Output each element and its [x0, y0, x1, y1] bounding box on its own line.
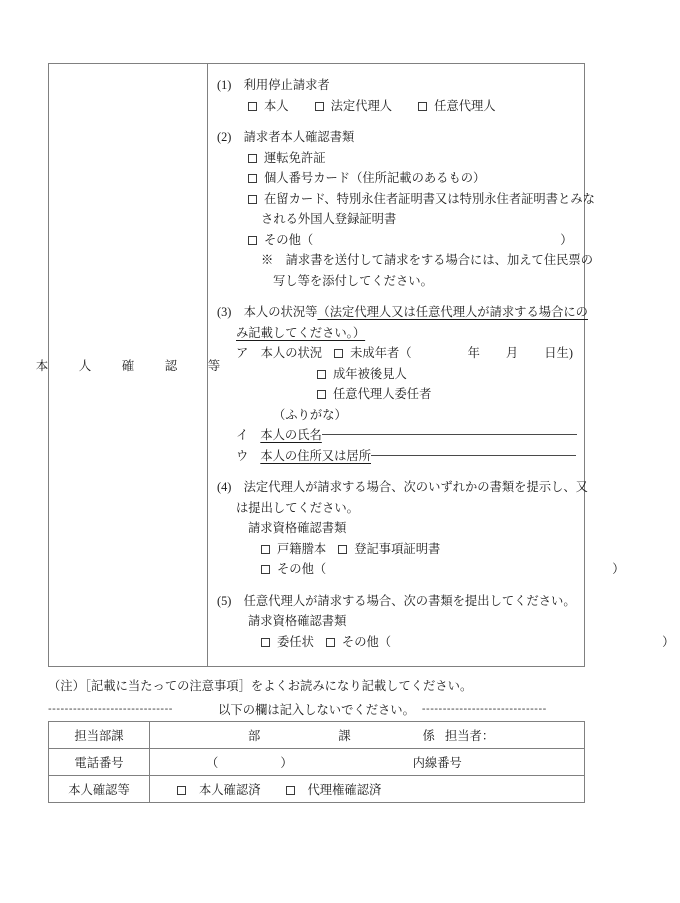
status-adult-ward-label: 成年被後見人: [333, 366, 407, 381]
status-voluntary-delegator-row: [217, 384, 674, 405]
checkbox-icon[interactable]: [326, 638, 335, 647]
checkbox-icon[interactable]: [286, 786, 295, 795]
office-row-phone-value[interactable]: [150, 749, 585, 776]
status-row-a-label: ア 本人の状況: [236, 346, 323, 360]
doc-residence-card-row: [217, 189, 674, 210]
checkbox-icon[interactable]: [338, 545, 347, 554]
group3-heading-underlined: （法定代理人又は任意代理人が請求する場合にの: [317, 305, 588, 319]
doc-residence-card-label-cont: される外国人登録証明書: [261, 212, 397, 226]
checkbox-icon[interactable]: [248, 236, 257, 245]
status-minor-label: 未成年者（: [350, 346, 412, 360]
principal-address-marker: ウ: [236, 448, 249, 463]
principal-address-label: 本人の住所又は居所: [260, 448, 371, 463]
group-principal-status: [217, 302, 674, 466]
principal-name-label: 本人の氏名: [260, 428, 322, 442]
table-row: [49, 722, 585, 749]
group-requester-type: [217, 75, 674, 116]
doc-drivers-license-row: [217, 148, 674, 169]
checkbox-icon[interactable]: [248, 154, 257, 163]
department-kakari: 係: [422, 729, 435, 743]
furigana-label: （ふりがな）: [273, 407, 347, 422]
group-legal-representative-docs: [217, 477, 674, 580]
principal-name-row: [217, 425, 674, 446]
doc-registry-certificate-label: 登記事項証明書: [354, 541, 441, 556]
group4-other-label: その他（: [277, 562, 327, 576]
table-row: [49, 749, 585, 776]
group5-docs-row: [217, 632, 674, 653]
checkbox-icon[interactable]: [248, 102, 257, 111]
doc-other-close: ）: [560, 232, 573, 247]
group3-heading-row: [217, 302, 674, 323]
group4-subheading: 請求資格確認書類: [248, 521, 347, 535]
doc-other-row: [217, 230, 674, 251]
department-person: 担当者：: [444, 729, 495, 743]
section-label-cell: [35, 64, 230, 666]
doc-power-of-attorney-label: 委任状: [277, 634, 314, 649]
office-use-table: [48, 721, 585, 803]
group4-other-close: ）: [612, 562, 625, 576]
group5-heading: (5) 任意代理人が請求する場合、次の書類を提出してください。: [217, 593, 576, 608]
checkbox-icon[interactable]: [261, 638, 270, 647]
principal-name-input[interactable]: [322, 434, 577, 435]
department-ka: 課: [338, 729, 351, 743]
group5-subheading: 請求資格確認書類: [248, 614, 347, 628]
divider-dashes-left: ------------------------------: [48, 703, 173, 715]
office-row-department-label: 担当部課: [49, 722, 150, 749]
group3-heading-underlined2-row: [217, 323, 674, 344]
status-voluntary-delegator-label: 任意代理人委任者: [333, 387, 432, 401]
group2-heading: (2) 請求者本人確認書類: [217, 130, 355, 144]
office-row-verification-value: [150, 776, 585, 803]
status-adult-ward-row: [217, 364, 674, 385]
doc-note-line1: ※ 請求書を送付して請求をする場合には、加えて住民票の: [261, 253, 594, 267]
divider-text: 以下の欄は記入しないでください。: [218, 703, 415, 717]
doc-residence-card-label: 在留カード、特別永住者証明書又は特別永住者証明書とみな: [264, 191, 595, 206]
checkbox-icon[interactable]: [317, 370, 326, 379]
group1-heading: (1) 利用停止請求者: [217, 78, 330, 92]
section-body-cell: [208, 64, 680, 666]
section-label-text: 本 人 確 認 等: [35, 359, 230, 373]
form-note: （注）［記載に当たっての注意事項］をよくお読みになり記載してください。: [48, 679, 473, 693]
doc-note-line2: 写し等を添付してください。: [273, 273, 433, 288]
group4-other-row: [217, 559, 674, 580]
checkbox-icon[interactable]: [261, 565, 270, 574]
group5-other-close: ）: [662, 634, 675, 649]
principal-name-marker: イ: [236, 428, 249, 442]
office-row-phone-label: 電話番号: [49, 749, 150, 776]
group4-heading-line1: (4) 法定代理人が請求する場合、次のいずれかの書類を提示し、又: [217, 480, 588, 494]
option-voluntary-representative: 任意代理人: [434, 98, 496, 113]
verification-identity-done-label: 本人確認済: [199, 783, 261, 797]
table-row: [49, 776, 585, 803]
group3-heading-underlined2: み記載してください。）: [236, 325, 366, 340]
status-date-month: 月: [505, 346, 519, 360]
status-row-a: [217, 343, 674, 364]
group-voluntary-representative-docs: [217, 591, 674, 653]
phone-paren-close: ）: [280, 756, 293, 770]
principal-address-input[interactable]: [371, 455, 576, 456]
checkbox-icon[interactable]: [248, 174, 257, 183]
group4-heading-line2: は提出してください。: [236, 500, 359, 515]
group1-options-row: [217, 96, 674, 117]
doc-other-label: その他（: [264, 232, 314, 247]
group-identity-documents: [217, 127, 674, 291]
option-self: 本人: [264, 98, 289, 113]
checkbox-icon[interactable]: [317, 390, 326, 399]
office-use-divider: [48, 700, 585, 718]
checkbox-icon[interactable]: [418, 102, 427, 111]
principal-address-row: [217, 446, 674, 467]
identity-verification-table: [35, 63, 675, 667]
group5-other-label: その他（: [341, 634, 392, 649]
doc-mynumber-card-row: [217, 168, 674, 189]
department-bu: 部: [248, 729, 261, 743]
status-date-day: 日生): [544, 346, 573, 360]
doc-mynumber-card-label: 個人番号カード（住所記載のあるもの）: [264, 171, 486, 185]
option-legal-representative: 法定代理人: [330, 98, 393, 113]
status-date-year: 年: [467, 346, 480, 360]
divider-dashes-right: ------------------------------: [421, 703, 547, 715]
doc-drivers-license-label: 運転免許証: [264, 150, 326, 165]
checkbox-icon[interactable]: [177, 786, 186, 795]
phone-extension-label: 内線番号: [412, 756, 462, 770]
group4-docs-row: [217, 539, 674, 560]
office-row-department-value[interactable]: [150, 722, 585, 749]
checkbox-icon[interactable]: [261, 545, 270, 554]
group3-heading-plain: (3) 本人の状況等: [217, 305, 318, 319]
checkbox-icon[interactable]: [248, 195, 257, 204]
doc-family-register-label: 戸籍謄本: [277, 541, 327, 556]
phone-paren-open: （: [206, 756, 219, 770]
checkbox-icon[interactable]: [315, 102, 324, 111]
verification-proxy-done-label: 代理権確認済: [307, 783, 382, 797]
office-row-verification-label: 本人確認等: [49, 776, 150, 803]
checkbox-icon[interactable]: [334, 349, 343, 358]
